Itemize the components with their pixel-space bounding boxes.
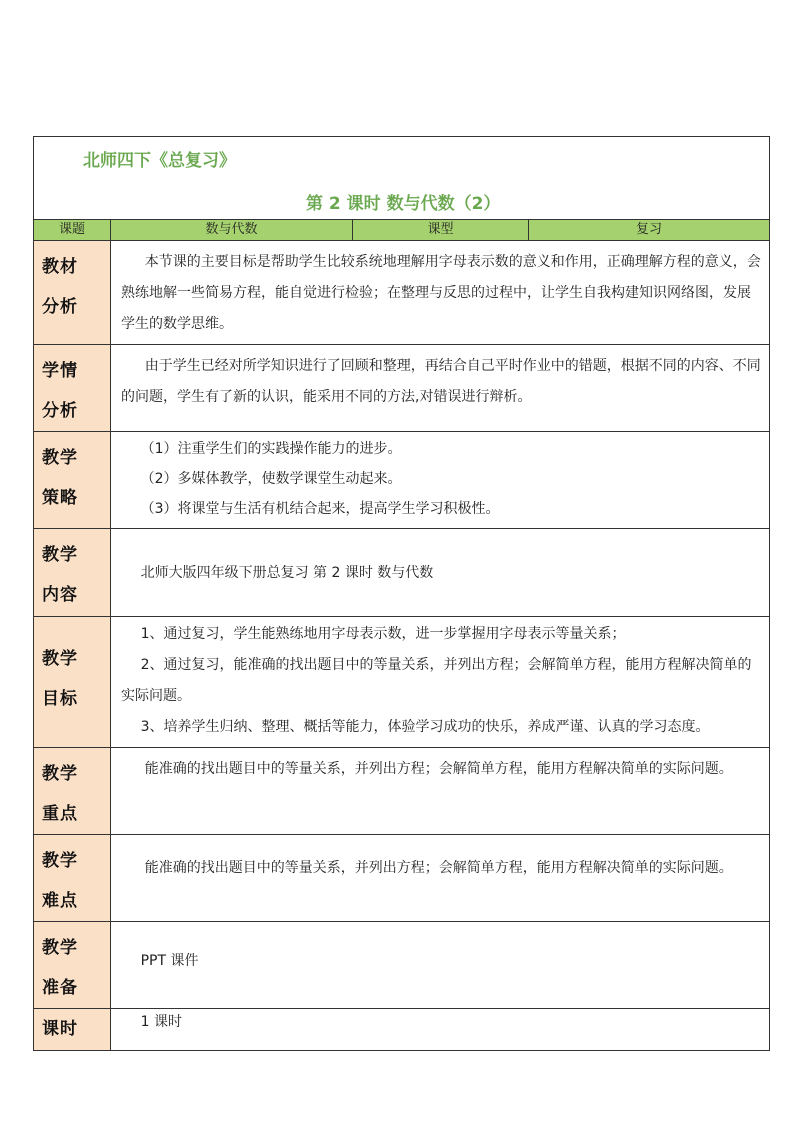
label-line: 教学 [42,649,78,669]
label-line: 学情 [42,361,78,381]
preparation-content [111,922,770,1009]
textbook-analysis-label [34,241,111,345]
textbook-analysis-content [111,241,770,345]
topic-value: 数与代数 [111,220,353,241]
paragraph: 由于学生已经对所学知识进行了回顾和整理，再结合自己平时作业中的错题，根据不同的内容、不同的问题，学生有了新的认识，能采用不同的方法,对错误进行辩析。 [121,358,761,405]
label-line: 教学 [42,545,78,565]
class-hours-label [34,1009,111,1051]
teaching-strategy-content [111,432,770,529]
preparation-label [34,922,111,1009]
label-line: 分析 [42,297,78,317]
key-points-row [34,748,770,835]
label-line: 策略 [42,488,78,508]
key-points-content [111,748,770,835]
label-line: 准备 [42,978,78,998]
paragraph: 能准确的找出题目中的等量关系，并列出方程；会解简单方程，能用方程解决简单的实际问题。 [144,761,733,777]
label-line: 教学 [42,851,78,871]
header-cell [34,137,770,220]
difficulties-label [34,835,111,922]
lesson-plan-sheet [33,136,769,1051]
teaching-goals-row [34,617,770,748]
meta-row [34,220,770,241]
list-item: （3）将课堂与生活有机结合起来，提高学生学习积极性。 [140,501,500,517]
list-item: 1、通过复习，学生能熟练地用字母表示数，进一步掌握用字母表示等量关系； [140,626,626,642]
paragraph: 本节课的主要目标是帮助学生比较系统地理解用字母表示数的意义和作用，正确理解方程的意义，会熟练地解一些简易方程，能自觉进行检验；在整理与反思的过程中，让学生自我构建知识网络图，发展学生的数学思维。 [121,254,761,332]
label-line: 目标 [42,689,78,709]
teaching-strategy-row [34,432,770,529]
key-points-label [34,748,111,835]
student-analysis-row [34,345,770,432]
list-item: （1）注重学生们的实践操作能力的进步。 [140,441,402,457]
label-line: 教学 [42,448,78,468]
type-label: 课型 [353,220,529,241]
list-item: 3、培养学生归纳、整理、概括等能力，体验学习成功的快乐，养成严谨、认真的学习态度。 [140,719,710,735]
teaching-strategy-label [34,432,111,529]
teaching-content-label [34,529,111,617]
label-line: 难点 [42,891,78,911]
lesson-plan-table [33,136,770,1051]
paragraph: 1 课时 [140,1014,182,1030]
paragraph: 能准确的找出题目中的等量关系，并列出方程；会解简单方程，能用方程解决简单的实际问题。 [144,860,733,876]
difficulties-content [111,835,770,922]
label-line: 教学 [42,764,78,784]
textbook-analysis-row [34,241,770,345]
topic-label: 课题 [34,220,111,241]
label-line: 分析 [42,401,78,421]
paragraph: 北师大版四年级下册总复习 第 2 课时 数与代数 [140,565,434,581]
list-item: （2）多媒体教学，使数学课堂生动起来。 [140,471,402,487]
student-analysis-content [111,345,770,432]
lesson-subtitle: 第 2 课时 数与代数（2） [306,194,501,214]
teaching-content-row [34,529,770,617]
preparation-row [34,922,770,1009]
label-line: 内容 [42,585,78,605]
label-line: 教材 [42,257,78,277]
teaching-content-content [111,529,770,617]
teaching-goals-label [34,617,111,748]
label-line: 重点 [42,804,78,824]
class-hours-row [34,1009,770,1051]
header-row [34,137,770,220]
paragraph: PPT 课件 [140,953,199,969]
label-line: 课时 [42,1019,78,1039]
teaching-goals-content [111,617,770,748]
list-item: 2、通过复习，能准确的找出题目中的等量关系，并列出方程；会解简单方程，能用方程解决简单的实际问题。 [121,657,752,704]
type-value: 复习 [529,220,770,241]
difficulties-row [34,835,770,922]
student-analysis-label [34,345,111,432]
label-line: 教学 [42,938,78,958]
document-title: 北师四下《总复习》 [83,151,236,171]
class-hours-content [111,1009,770,1051]
